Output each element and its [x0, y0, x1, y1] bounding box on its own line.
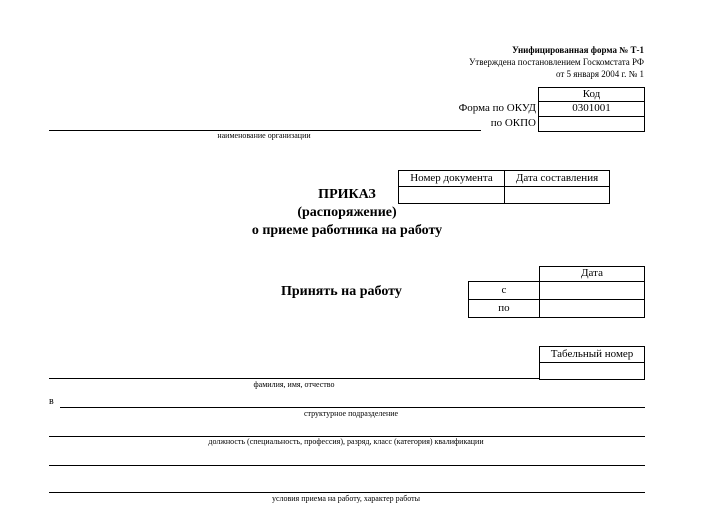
okpo-label: по ОКПО	[490, 117, 536, 129]
order-subtitle: (распоряжение)	[297, 205, 397, 220]
okud-value-cell[interactable]: 0301001	[538, 101, 645, 117]
approved-date: от 5 января 2004 г. № 1	[555, 69, 644, 79]
unit-line[interactable]	[60, 407, 645, 408]
tabel-number-value[interactable]	[539, 362, 645, 380]
unit-caption: структурное подразделение	[303, 409, 399, 418]
organization-caption: наименование организации	[217, 131, 311, 140]
approved-by: Утверждена постановлением Госкомстата РФ	[468, 57, 644, 67]
okpo-value-cell[interactable]	[538, 116, 645, 132]
hire-to-value[interactable]	[539, 299, 645, 318]
hire-from-label: с	[468, 281, 540, 300]
position-caption: должность (специальность, профессия), разряд, класс (категория) квалификации	[208, 437, 484, 446]
order-title: ПРИКАЗ	[318, 187, 376, 202]
tabel-number-header: Табельный номер	[539, 346, 645, 363]
hire-to-label: по	[468, 299, 540, 318]
hire-heading: Принять на работу	[281, 284, 402, 299]
form-name: Унифицированная форма № Т-1	[512, 45, 644, 55]
position-extra-line[interactable]	[49, 465, 645, 466]
hire-date-header: Дата	[539, 266, 645, 282]
order-description: о приеме работника на работу	[251, 223, 443, 238]
hire-from-value[interactable]	[539, 281, 645, 300]
code-header-cell: Код	[538, 87, 645, 102]
okud-label: Форма по ОКУД	[458, 102, 536, 114]
doc-date-header: Дата составления	[504, 170, 610, 187]
doc-number-value[interactable]	[398, 186, 505, 204]
fio-line[interactable]	[49, 378, 539, 379]
doc-date-value[interactable]	[504, 186, 610, 204]
fio-caption: фамилия, имя, отчество	[253, 380, 335, 389]
conditions-line[interactable]	[49, 492, 645, 493]
doc-number-header: Номер документа	[398, 170, 505, 187]
in-prefix: в	[49, 396, 54, 407]
conditions-caption: условия приема на работу, характер работы	[271, 494, 421, 503]
